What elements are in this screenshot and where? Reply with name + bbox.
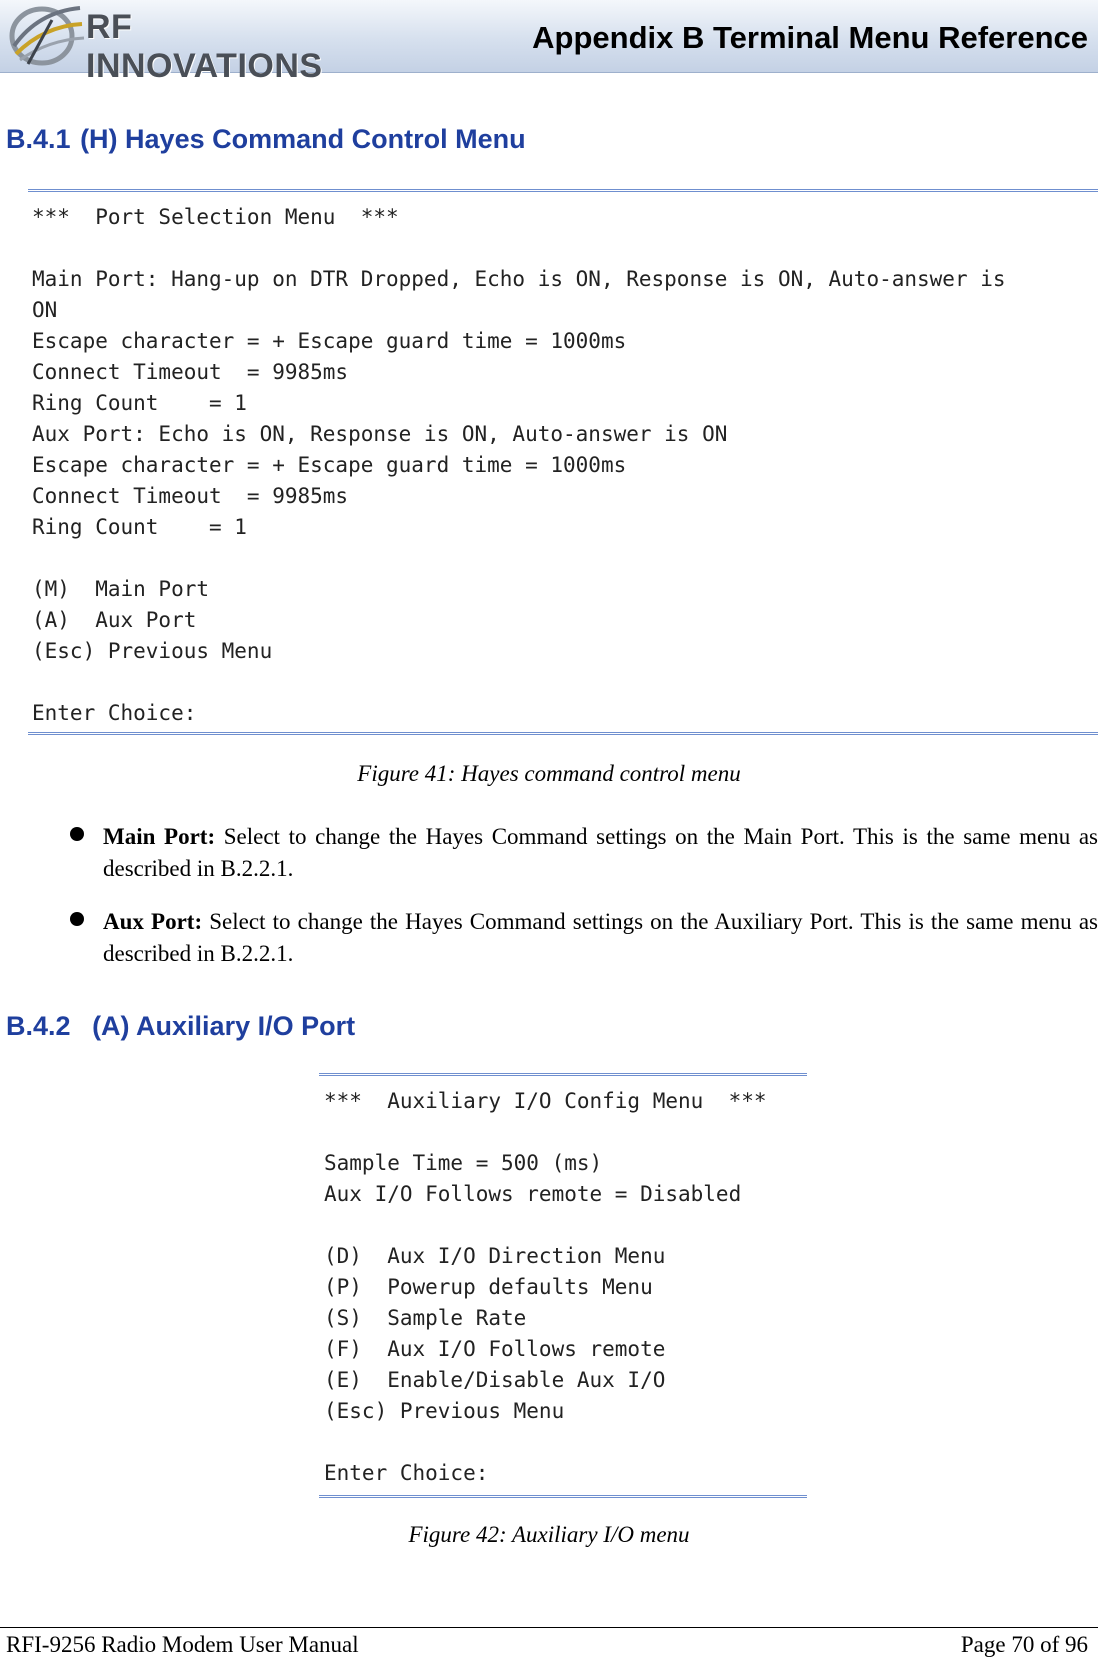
figure-caption: Figure 41: Hayes command control menu bbox=[357, 761, 741, 786]
section-heading-hayes bbox=[6, 124, 526, 155]
terminal-line: Ring Count = 1 bbox=[32, 515, 247, 539]
terminal-line: (P) Powerup defaults Menu bbox=[324, 1275, 653, 1299]
terminal-line: (E) Enable/Disable Aux I/O bbox=[324, 1368, 666, 1392]
terminal-line: Sample Time = 500 (ms) bbox=[324, 1151, 603, 1175]
terminal-line: (S) Sample Rate bbox=[324, 1306, 527, 1330]
terminal-line: Connect Timeout = 9985ms bbox=[32, 360, 349, 384]
terminal-line: Main Port: Hang-up on DTR Dropped, Echo is ON, Response is ON, Auto-answer is bbox=[32, 267, 1006, 291]
logo-wordmark: RF INNOVATIONS bbox=[86, 8, 323, 85]
bullet-text: Select to change the Hayes Command settings on the Auxiliary Port. This is the same menu as described in B.2.2.1. bbox=[103, 909, 1098, 966]
terminal-line: Enter Choice: bbox=[32, 701, 197, 725]
bullet-label: Main Port: bbox=[103, 824, 216, 849]
bullet-dot-icon bbox=[70, 912, 84, 926]
footer-manual-title: RFI-9256 Radio Modem User Manual bbox=[6, 1632, 359, 1657]
terminal-line: (M) Main Port bbox=[32, 577, 210, 601]
chapter-title: Appendix B Terminal Menu Reference bbox=[532, 20, 1088, 55]
section-number: B.4.1 bbox=[6, 124, 71, 154]
section-title: (A) Auxiliary I/O Port bbox=[92, 1011, 356, 1041]
terminal-line bbox=[324, 1117, 807, 1148]
section-title: (H) Hayes Command Control Menu bbox=[80, 124, 526, 154]
section-number: B.4.2 bbox=[6, 1011, 71, 1041]
bullet-dot-icon bbox=[70, 827, 84, 841]
page-header bbox=[0, 0, 1098, 85]
terminal-line: Enter Choice: bbox=[324, 1461, 489, 1485]
section-heading-aux-io bbox=[6, 1011, 355, 1042]
bullet-label: Aux Port: bbox=[103, 909, 203, 934]
terminal-line: (Esc) Previous Menu bbox=[324, 1399, 565, 1423]
terminal-line: Aux Port: Echo is ON, Response is ON, Auto-answer is ON bbox=[32, 422, 728, 446]
terminal-line: Ring Count = 1 bbox=[32, 391, 247, 415]
terminal-line: Aux I/O Follows remote = Disabled bbox=[324, 1182, 742, 1206]
antenna-swoosh-icon bbox=[8, 2, 88, 68]
terminal-line: (F) Aux I/O Follows remote bbox=[324, 1337, 666, 1361]
figure-caption: Figure 42: Auxiliary I/O menu bbox=[408, 1522, 690, 1547]
terminal-line bbox=[324, 1427, 807, 1458]
rf-innovations-logo bbox=[8, 2, 368, 85]
terminal-line: (A) Aux Port bbox=[32, 608, 197, 632]
footer-divider bbox=[0, 1627, 1098, 1628]
terminal-line bbox=[32, 233, 1098, 264]
bullet-text: Select to change the Hayes Command settings on the Main Port. This is the same menu as described in B.2.2.1. bbox=[103, 824, 1098, 881]
page-number: Page 70 of 96 bbox=[960, 1632, 1088, 1657]
terminal-line bbox=[32, 667, 1098, 698]
terminal-line bbox=[324, 1210, 807, 1241]
terminal-line: ON bbox=[32, 298, 58, 322]
terminal-line: *** Port Selection Menu *** bbox=[32, 205, 399, 229]
terminal-line: Escape character = + Escape guard time = 1000ms bbox=[32, 329, 627, 353]
terminal-port-selection-menu bbox=[28, 189, 1098, 735]
terminal-line: (D) Aux I/O Direction Menu bbox=[324, 1244, 666, 1268]
terminal-line: (Esc) Previous Menu bbox=[32, 639, 273, 663]
terminal-line: Escape character = + Escape guard time = 1000ms bbox=[32, 453, 627, 477]
terminal-line: *** Auxiliary I/O Config Menu *** bbox=[324, 1089, 767, 1113]
terminal-aux-io-config-menu bbox=[319, 1073, 807, 1498]
terminal-line bbox=[32, 543, 1098, 574]
terminal-line: Connect Timeout = 9985ms bbox=[32, 484, 349, 508]
